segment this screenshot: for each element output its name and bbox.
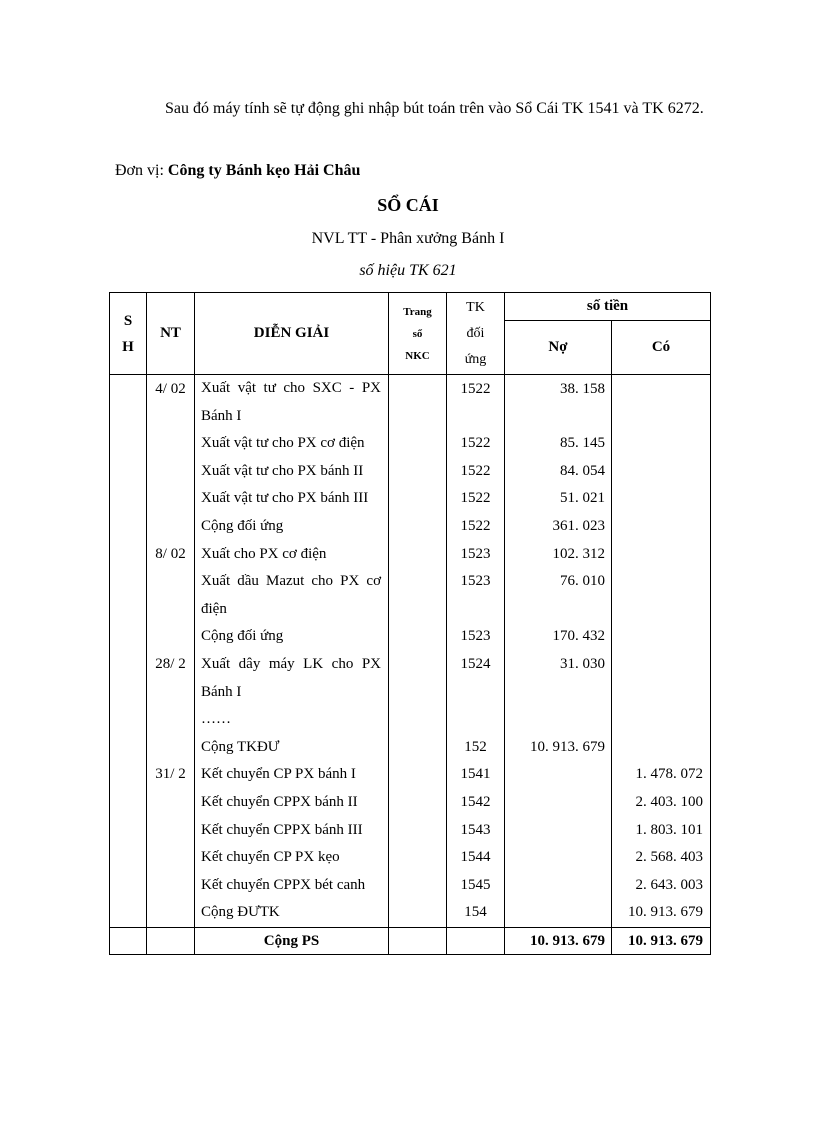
cell-description: …… [195, 706, 389, 734]
cell-credit [612, 375, 711, 431]
total-debit: 10. 913. 679 [505, 927, 612, 954]
unit-name: Công ty Bánh kẹo Hải Châu [167, 162, 361, 179]
cell-credit [612, 651, 711, 706]
cell-debit: 85. 145 [505, 430, 612, 458]
header-page [389, 293, 447, 375]
cell-sh [110, 651, 147, 706]
header-desc: DIỄN GIẢI [195, 293, 389, 375]
cell-description: Xuất vật tư cho SXC - PX Bánh I [195, 375, 389, 431]
cell-page [389, 817, 447, 845]
cell-debit [505, 844, 612, 872]
cell-debit: 31. 030 [505, 651, 612, 706]
cell-date [147, 485, 195, 513]
total-page [389, 927, 447, 954]
header-page-line2: sổ [412, 327, 423, 340]
cell-account: 1523 [447, 623, 505, 651]
unit-label: Đơn vị: [115, 162, 164, 179]
table-row [110, 568, 711, 623]
cell-date [147, 513, 195, 541]
cell-debit: 38. 158 [505, 375, 612, 431]
header-tk-line3: ứng [464, 351, 487, 367]
table-row [110, 706, 711, 734]
table-row [110, 623, 711, 651]
cell-account: 1522 [447, 375, 505, 431]
cell-page [389, 706, 447, 734]
table-row [110, 430, 711, 458]
cell-description: Kết chuyển CP PX kẹo [195, 844, 389, 872]
cell-credit [612, 623, 711, 651]
cell-page [389, 541, 447, 569]
cell-page [389, 375, 447, 431]
cell-account: 1544 [447, 844, 505, 872]
cell-account: 1522 [447, 430, 505, 458]
intro-paragraph: Sau đó máy tính sẽ tự động ghi nhập bút toán trên vào Sổ Cái TK 1541 và TK 6272. [165, 100, 704, 117]
cell-credit [612, 430, 711, 458]
cell-sh [110, 817, 147, 845]
cell-page [389, 844, 447, 872]
cell-description: Kết chuyển CPPX bét canh [195, 872, 389, 900]
cell-debit: 51. 021 [505, 485, 612, 513]
cell-credit [612, 513, 711, 541]
cell-account: 1522 [447, 485, 505, 513]
account-number: số hiệu TK 621 [359, 262, 457, 279]
cell-date [147, 568, 195, 623]
cell-date: 28/ 2 [147, 651, 195, 706]
cell-credit: 2. 403. 100 [612, 789, 711, 817]
cell-description: Xuất dầu Mazut cho PX cơ điện [195, 568, 389, 623]
table-row [110, 651, 711, 706]
total-label: Cộng PS [195, 927, 389, 954]
header-amount: số tiền [505, 293, 711, 321]
cell-debit [505, 706, 612, 734]
cell-debit: 102. 312 [505, 541, 612, 569]
cell-debit [505, 872, 612, 900]
cell-date: 31/ 2 [147, 761, 195, 789]
table-row [110, 872, 711, 900]
cell-credit [612, 706, 711, 734]
cell-sh [110, 513, 147, 541]
cell-page [389, 430, 447, 458]
total-tk [447, 927, 505, 954]
cell-credit [612, 734, 711, 762]
cell-page [389, 899, 447, 927]
cell-description: Cộng đối ứng [195, 513, 389, 541]
cell-credit [612, 458, 711, 486]
cell-date [147, 623, 195, 651]
ledger-subtitle: NVL TT - Phân xưởng Bánh I [311, 230, 505, 247]
cell-debit: 76. 010 [505, 568, 612, 623]
cell-date [147, 789, 195, 817]
cell-sh [110, 485, 147, 513]
cell-account: 1542 [447, 789, 505, 817]
cell-debit [505, 761, 612, 789]
cell-debit: 170. 432 [505, 623, 612, 651]
cell-sh [110, 761, 147, 789]
total-nt [147, 927, 195, 954]
table-row [110, 899, 711, 927]
cell-account [447, 706, 505, 734]
cell-date [147, 844, 195, 872]
cell-page [389, 568, 447, 623]
cell-page [389, 458, 447, 486]
cell-credit [612, 568, 711, 623]
cell-debit: 10. 913. 679 [505, 734, 612, 762]
cell-page [389, 734, 447, 762]
table-row [110, 485, 711, 513]
cell-account: 1541 [447, 761, 505, 789]
cell-credit: 1. 478. 072 [612, 761, 711, 789]
cell-account: 1543 [447, 817, 505, 845]
cell-description: Xuất vật tư cho PX bánh III [195, 485, 389, 513]
total-credit: 10. 913. 679 [612, 927, 711, 954]
header-tk [447, 293, 505, 375]
cell-date [147, 430, 195, 458]
cell-description: Cộng đối ứng [195, 623, 389, 651]
cell-date [147, 899, 195, 927]
cell-description: Xuất cho PX cơ điện [195, 541, 389, 569]
header-tk-line1: TK [466, 299, 485, 315]
cell-sh [110, 706, 147, 734]
ledger-body [110, 375, 711, 928]
cell-description: Cộng TKĐƯ [195, 734, 389, 762]
cell-sh [110, 734, 147, 762]
cell-account: 1522 [447, 458, 505, 486]
cell-debit [505, 899, 612, 927]
cell-credit: 10. 913. 679 [612, 899, 711, 927]
table-row [110, 761, 711, 789]
cell-account: 1522 [447, 513, 505, 541]
cell-account: 1524 [447, 651, 505, 706]
cell-debit: 84. 054 [505, 458, 612, 486]
cell-page [389, 623, 447, 651]
unit-line [115, 157, 360, 185]
cell-sh [110, 789, 147, 817]
cell-account: 1523 [447, 568, 505, 623]
cell-date [147, 817, 195, 845]
cell-page [389, 872, 447, 900]
header-sh-line2: H [122, 338, 134, 355]
header-nt: NT [147, 293, 195, 375]
cell-description: Kết chuyển CPPX bánh III [195, 817, 389, 845]
cell-date [147, 706, 195, 734]
cell-sh [110, 430, 147, 458]
cell-page [389, 513, 447, 541]
ledger-table [109, 292, 711, 955]
cell-page [389, 761, 447, 789]
header-sh-line1: S [123, 312, 133, 329]
cell-description: Xuất vật tư cho PX cơ điện [195, 430, 389, 458]
cell-sh [110, 899, 147, 927]
table-row [110, 789, 711, 817]
cell-sh [110, 458, 147, 486]
header-page-line3: NKC [405, 349, 430, 362]
cell-credit: 2. 643. 003 [612, 872, 711, 900]
cell-date [147, 872, 195, 900]
cell-page [389, 651, 447, 706]
cell-account: 154 [447, 899, 505, 927]
cell-credit: 1. 803. 101 [612, 817, 711, 845]
cell-date: 8/ 02 [147, 541, 195, 569]
cell-credit: 2. 568. 403 [612, 844, 711, 872]
cell-description: Cộng ĐƯTK [195, 899, 389, 927]
cell-account: 152 [447, 734, 505, 762]
cell-description: Kết chuyển CPPX bánh II [195, 789, 389, 817]
cell-account: 1545 [447, 872, 505, 900]
cell-page [389, 485, 447, 513]
cell-sh [110, 872, 147, 900]
cell-credit [612, 541, 711, 569]
cell-sh [110, 623, 147, 651]
header-debit: Nợ [505, 321, 612, 375]
cell-sh [110, 541, 147, 569]
cell-account: 1523 [447, 541, 505, 569]
header-tk-line2: đối [466, 325, 485, 341]
cell-credit [612, 485, 711, 513]
cell-sh [110, 375, 147, 431]
cell-sh [110, 568, 147, 623]
cell-page [389, 789, 447, 817]
cell-debit: 361. 023 [505, 513, 612, 541]
table-row [110, 844, 711, 872]
cell-debit [505, 817, 612, 845]
cell-debit [505, 789, 612, 817]
table-row [110, 817, 711, 845]
ledger-title: SỔ CÁI [377, 195, 439, 215]
cell-description: Kết chuyển CP PX bánh I [195, 761, 389, 789]
cell-description: Xuất dây máy LK cho PX Bánh I [195, 651, 389, 706]
header-page-line1: Trang [403, 305, 432, 318]
table-row [110, 734, 711, 762]
table-row [110, 458, 711, 486]
header-credit: Có [612, 321, 711, 375]
total-sh [110, 927, 147, 954]
table-row [110, 513, 711, 541]
cell-description: Xuất vật tư cho PX bánh II [195, 458, 389, 486]
cell-date [147, 458, 195, 486]
cell-sh [110, 844, 147, 872]
cell-date: 4/ 02 [147, 375, 195, 431]
header-sh [110, 293, 147, 375]
table-row [110, 375, 711, 431]
table-row [110, 541, 711, 569]
cell-date [147, 734, 195, 762]
